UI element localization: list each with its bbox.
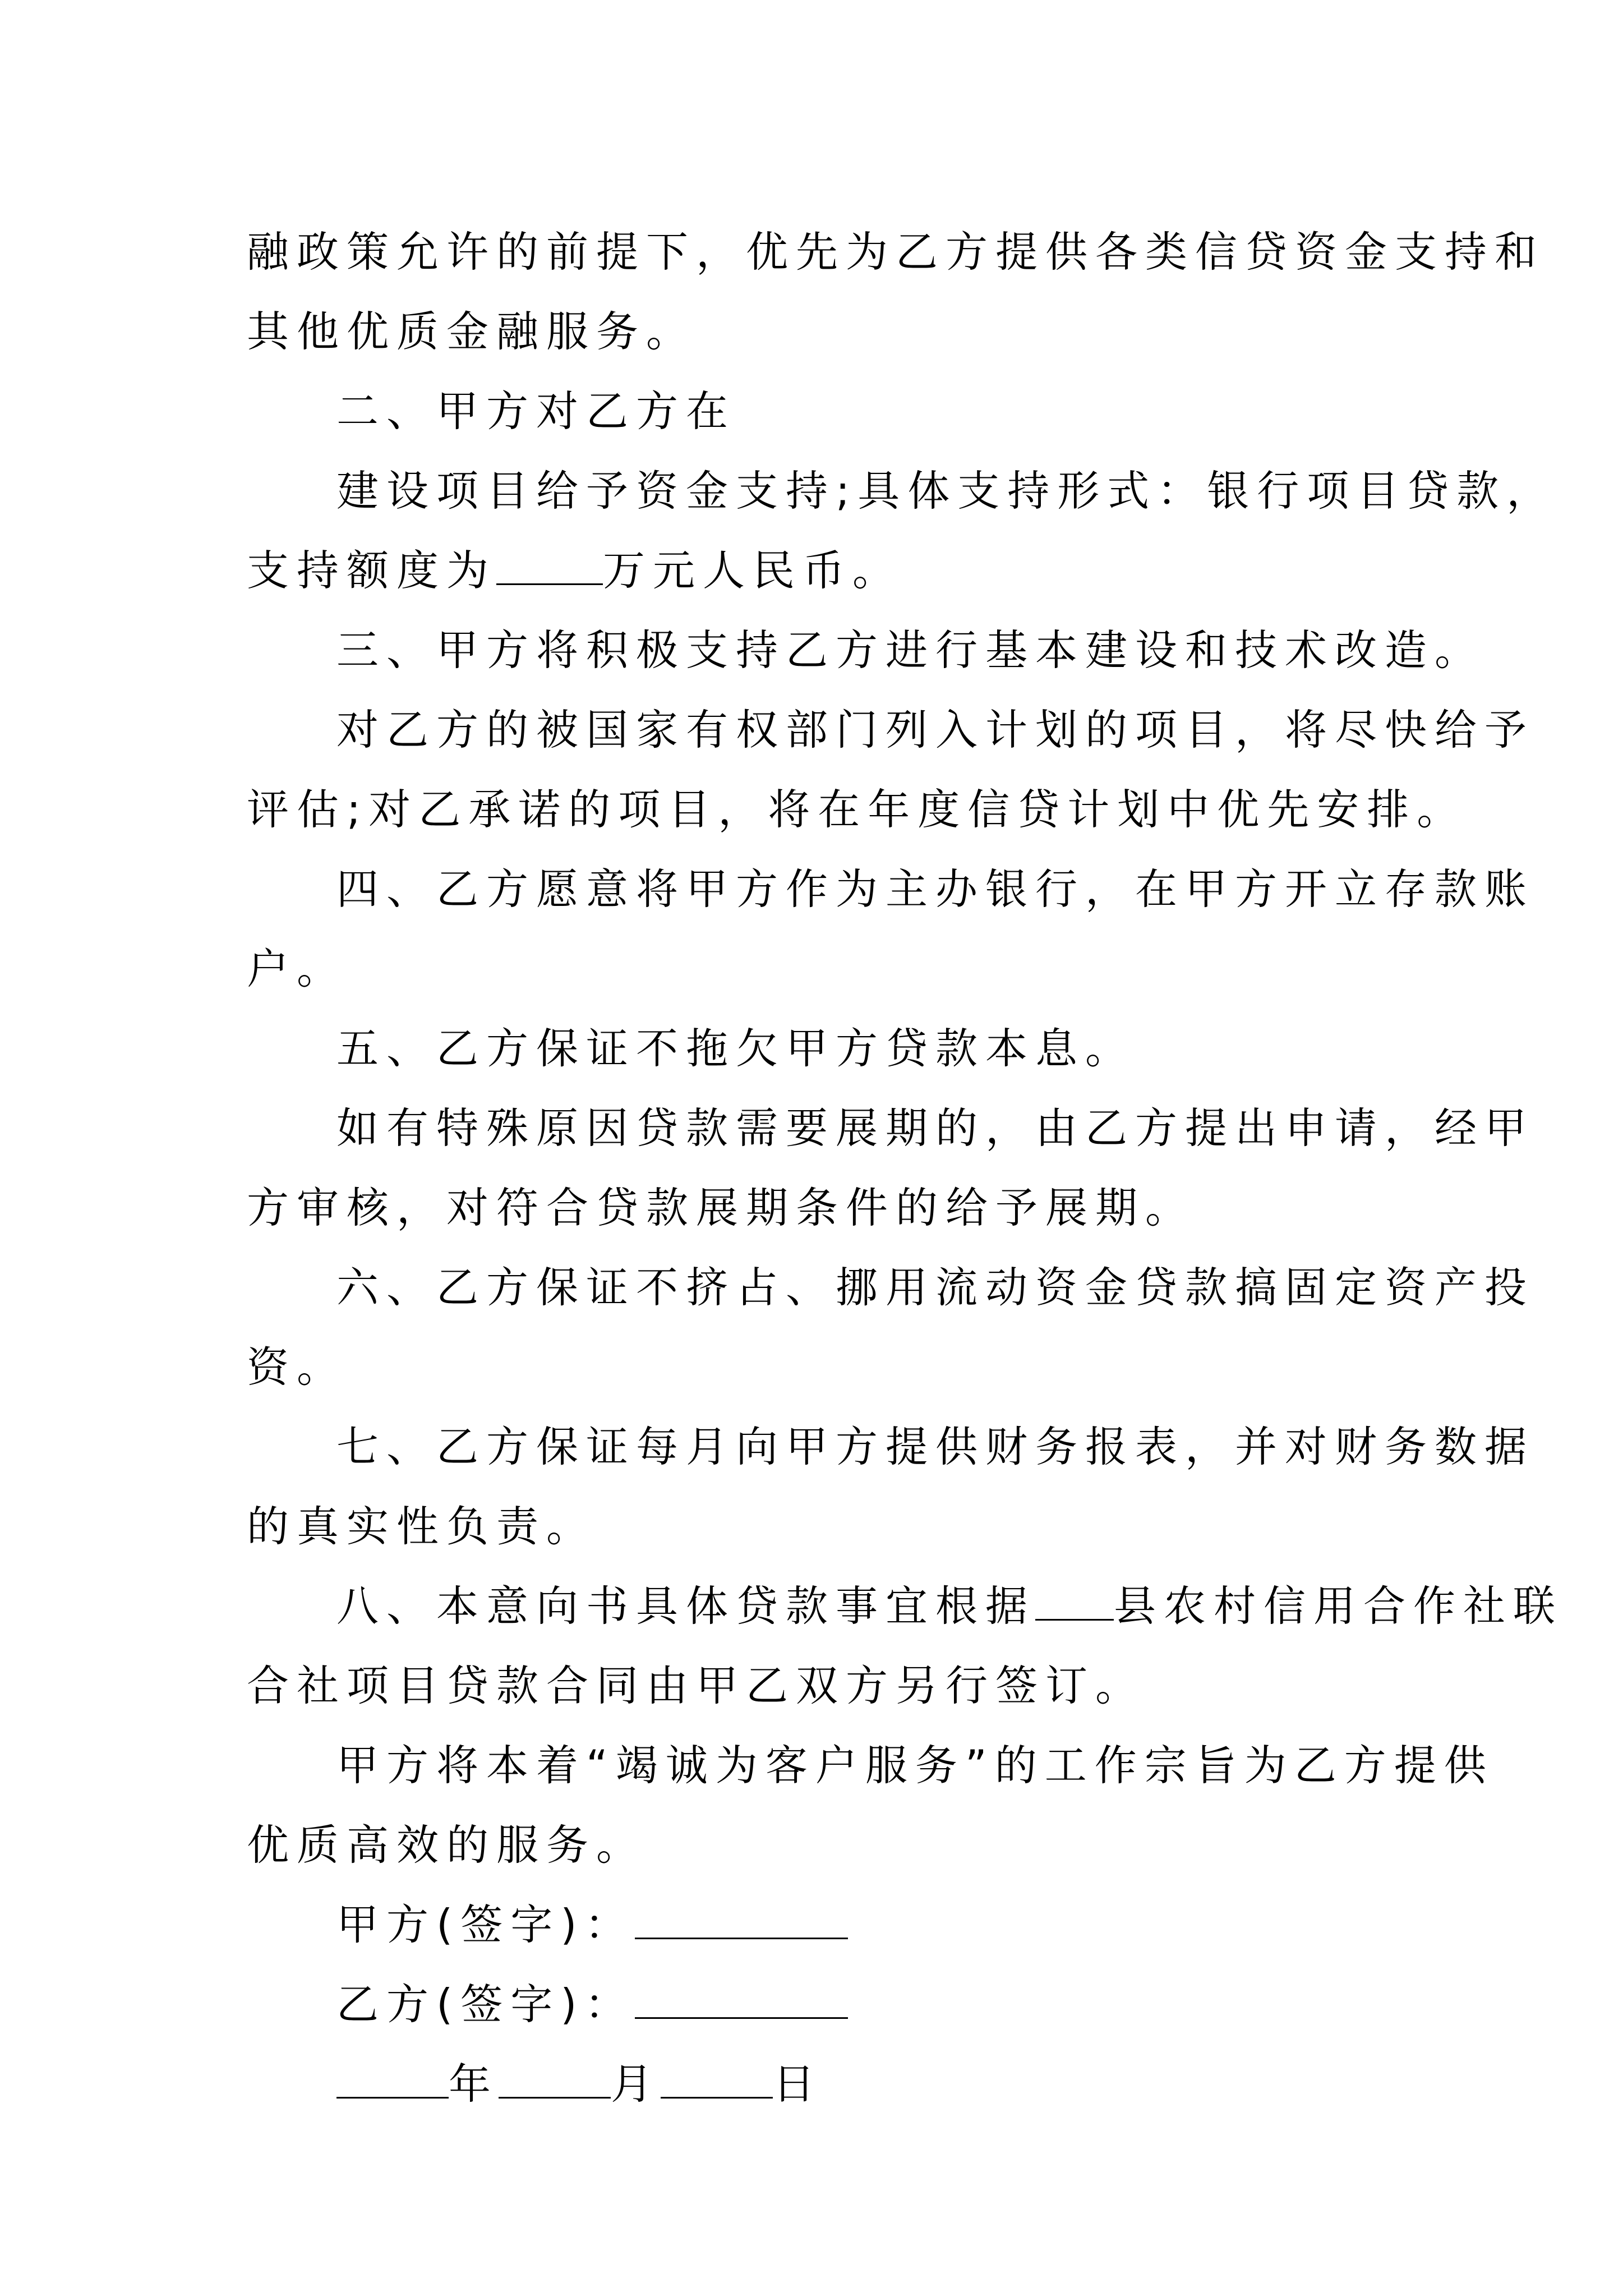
text-segment: 县农村信用合作社联 xyxy=(1114,1581,1564,1631)
text-line-4: 建设项目给予资金支持;具体支持形式：银行项目贷款， xyxy=(336,466,1557,516)
text-line-1: 融政策允许的前提下，优先为乙方提供各类信贷资金支持和 xyxy=(247,227,1545,277)
clause-5: 五、乙方保证不拖欠甲方贷款本息。 xyxy=(336,1024,1136,1073)
month-label: 月 xyxy=(611,2059,661,2109)
text-line-13: 方审核，对符合贷款展期条件的给予展期。 xyxy=(247,1183,1196,1232)
clause-2-heading: 二、甲方对乙方在 xyxy=(336,386,736,436)
text-line-19: 合社项目贷款合同由甲乙双方另行签订。 xyxy=(247,1661,1146,1710)
text-line-2: 其他优质金融服务。 xyxy=(247,307,697,356)
clause-6: 六、乙方保证不挤占、挪用流动资金贷款搞固定资产投 xyxy=(336,1263,1535,1312)
amount-blank xyxy=(496,543,603,585)
text-line-10: 户。 xyxy=(247,944,347,993)
text-segment: 支持额度为 xyxy=(247,546,497,595)
text-line-15: 资。 xyxy=(247,1342,347,1392)
document-body xyxy=(247,212,1564,2124)
month-blank xyxy=(499,2056,611,2099)
date-line xyxy=(247,2044,1391,2124)
day-blank xyxy=(661,2056,773,2099)
clause-4: 四、乙方愿意将甲方作为主办银行，在甲方开立存款账 xyxy=(336,864,1535,914)
year-blank xyxy=(336,2056,449,2099)
text-segment: 万元人民币。 xyxy=(603,546,903,595)
text-line-17: 的真实性负责。 xyxy=(247,1502,597,1551)
text-line-5 xyxy=(247,531,1391,610)
signature-line-party-b xyxy=(247,1964,1391,2044)
text-line-7: 对乙方的被国家有权部门列入计划的项目，将尽快给予 xyxy=(336,705,1535,754)
clause-3: 三、甲方将积极支持乙方进行基本建设和技术改造。 xyxy=(336,625,1485,675)
text-line-8: 评估;对乙承诺的项目，将在年度信贷计划中优先安排。 xyxy=(247,785,1467,834)
day-label: 日 xyxy=(773,2059,823,2109)
text-line-12: 如有特殊原因贷款需要展期的，由乙方提出申请，经甲 xyxy=(336,1103,1535,1153)
clause-8 xyxy=(247,1566,1564,1646)
signature-blank-party-b xyxy=(635,1977,848,2019)
signature-label-party-a: 甲方(签字)： xyxy=(336,1900,635,1949)
signature-blank-party-a xyxy=(635,1897,848,1939)
signature-label-party-b: 乙方(签字)： xyxy=(336,1980,635,2029)
year-label: 年 xyxy=(449,2059,499,2109)
text-line-21: 优质高效的服务。 xyxy=(247,1820,647,1870)
county-blank xyxy=(1035,1579,1114,1621)
text-segment: 八、本意向书具体贷款事宜根据 xyxy=(336,1581,1036,1631)
clause-7: 七、乙方保证每月向甲方提供财务报表，并对财务数据 xyxy=(336,1422,1535,1471)
signature-line-party-a xyxy=(247,1885,1391,1964)
text-line-20: 甲方将本着“竭诚为客户服务”的工作宗旨为乙方提供 xyxy=(336,1741,1494,1790)
